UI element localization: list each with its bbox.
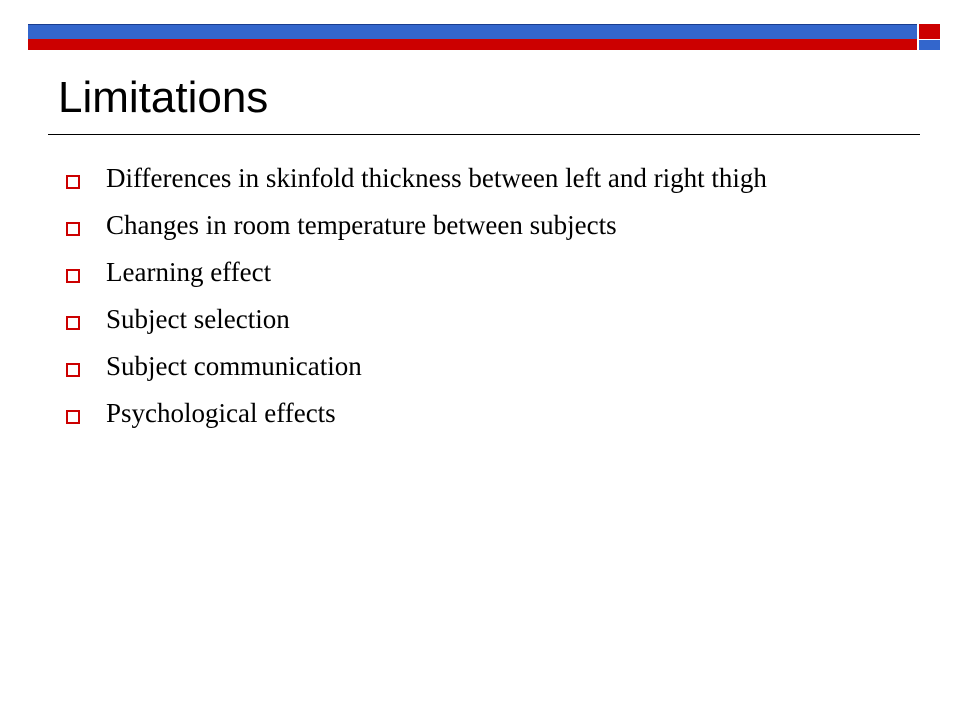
- hollow-square-bullet-icon: [66, 363, 80, 377]
- bullet-item-room-temperature: [66, 207, 866, 243]
- hollow-square-bullet-icon: [66, 175, 80, 189]
- header-corner-red-square: [919, 24, 940, 39]
- header-bar-blue: [28, 24, 917, 39]
- bullet-item-skinfold: [66, 160, 866, 196]
- bullet-item-psychological-effects: [66, 395, 866, 431]
- bullet-text: Differences in skinfold thickness between left and right thigh: [106, 163, 767, 193]
- bullet-text: Learning effect: [106, 257, 272, 287]
- bullet-list: [66, 160, 866, 442]
- title-divider: [48, 134, 920, 135]
- hollow-square-bullet-icon: [66, 222, 80, 236]
- bullet-item-subject-communication: [66, 348, 866, 384]
- hollow-square-bullet-icon: [66, 269, 80, 283]
- bullet-text: Subject selection: [106, 304, 290, 334]
- bullet-item-subject-selection: [66, 301, 866, 337]
- header-corner-blue-square: [919, 40, 940, 50]
- hollow-square-bullet-icon: [66, 410, 80, 424]
- bullet-text: Changes in room temperature between subjects: [106, 210, 617, 240]
- bullet-text: Psychological effects: [106, 398, 336, 428]
- hollow-square-bullet-icon: [66, 316, 80, 330]
- bullet-text: Subject communication: [106, 351, 362, 381]
- bullet-item-learning-effect: [66, 254, 866, 290]
- slide-title: Limitations: [58, 73, 269, 122]
- header-bar-red: [28, 39, 917, 50]
